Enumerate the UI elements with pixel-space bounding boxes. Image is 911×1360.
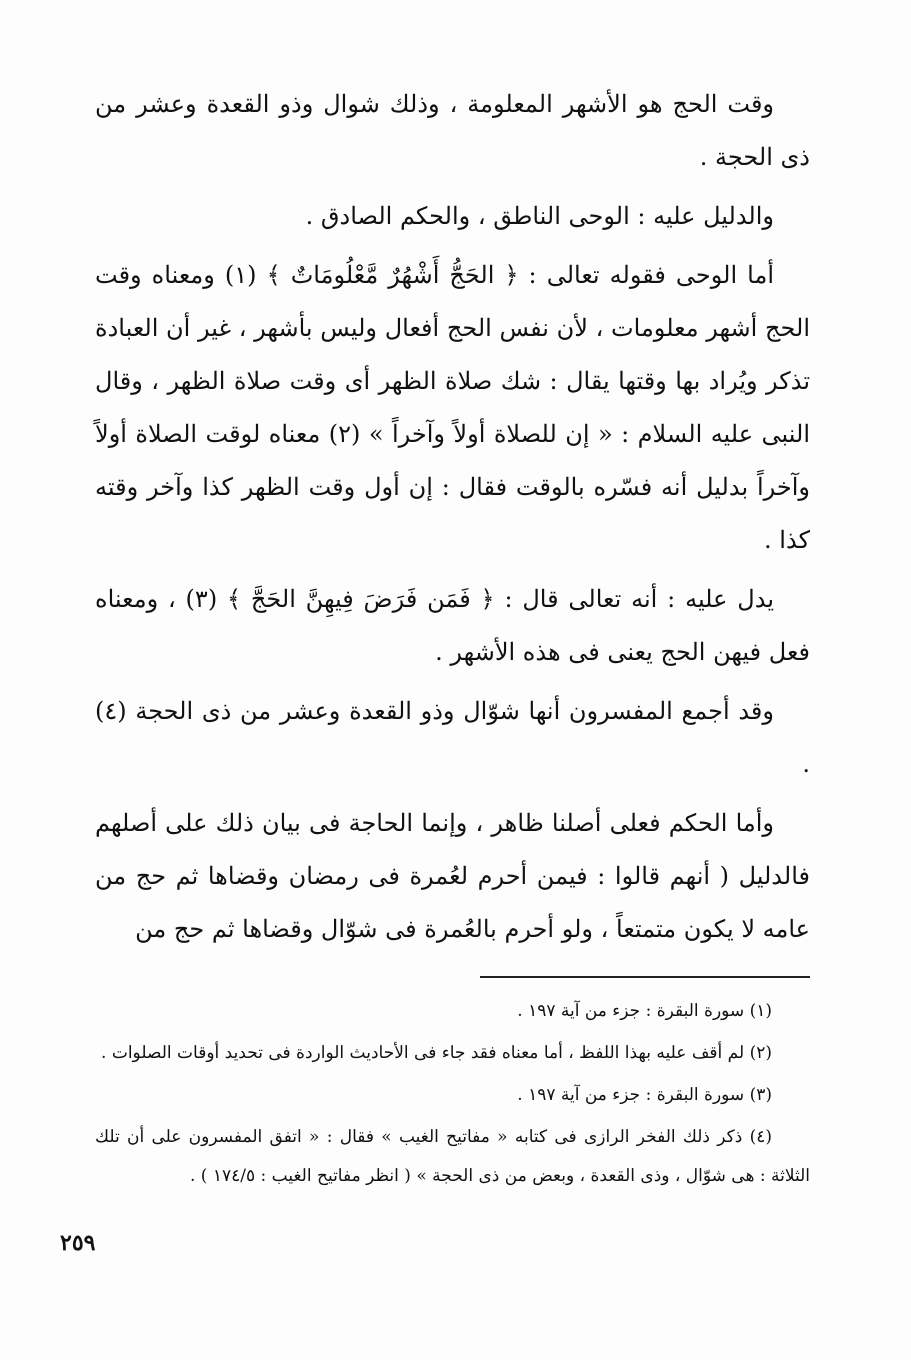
paragraph-2: والدليل عليه : الوحى الناطق ، والحكم الصادق .	[305, 202, 774, 230]
paragraph-4: يدل عليه : أنه تعالى قال : ﴿ فَمَن فَرَضَ فِيهِنَّ الحَجَّ ﴾ (٣) ، ومعناه فعل فيهن الحج يعنى فى هذه الأشهر .	[95, 585, 810, 666]
footnote-divider	[480, 976, 810, 978]
footnote-2: (٢) لم أقف عليه بهذا اللفظ ، أما معناه فقد جاء فى الأحاديث الواردة فى تحديد أوقات الصلوات .	[101, 1043, 772, 1063]
page	[95, 78, 810, 1199]
paragraph-5: وقد أجمع المفسرون أنها شوّال وذو القعدة وعشر من ذى الحجة (٤) .	[95, 697, 810, 778]
paragraph-3: أما الوحى فقوله تعالى : ﴿ الحَجُّ أَشْهُرٌ مَّعْلُومَاتٌ ﴾ (١) ومعناه وقت الحج أشهر معلومات ، لأن نفس الحج أفعال وليس بأشهر ، غير أن العبادة تذكر ويُراد بها وقتها يقال : شك صلاة الظهر أى وقت صلاة الظهر ، وقال النبى عليه السلام : « إن للصلاة أولاً وآخراً » (٢) معناه لوقت الصلاة أولاً وآخراً بدليل أنه فسّره بالوقت فقال : إن أول وقت الظهر كذا وآخر وقته كذا .	[95, 261, 810, 554]
body-text	[95, 78, 810, 956]
footnote-1: (١) سورة البقرة : جزء من آية ١٩٧ .	[517, 1001, 772, 1021]
paragraph-6: وأما الحكم فعلى أصلنا ظاهر ، وإنما الحاجة فى بيان ذلك على أصلهم فالدليل ( أنهم قالوا : فيمن أحرم لعُمرة فى رمضان وقضاها ثم حج من عامه لا يكون متمتعاً ، ولو أحرم بالعُمرة فى شوّال وقضاها ثم حج من	[95, 809, 810, 943]
footnote-4: (٤) ذكر ذلك الفخر الرازى فى كتابه « مفاتيح الغيب » فقال : « اتفق المفسرون على أن تلك الثلاثة : هى شوّال ، وذى القعدة ، وبعض من ذى الحجة » ( انظر مفاتيح الغيب : ١٧٤/٥ ) .	[95, 1127, 810, 1186]
page-number: ٢٥٩	[60, 1230, 96, 1256]
footnote-3: (٣) سورة البقرة : جزء من آية ١٩٧ .	[517, 1085, 772, 1105]
footnotes	[95, 992, 810, 1196]
paragraph-1: وقت الحج هو الأشهر المعلومة ، وذلك شوال وذو القعدة وعشر من ذى الحجة .	[95, 90, 810, 171]
